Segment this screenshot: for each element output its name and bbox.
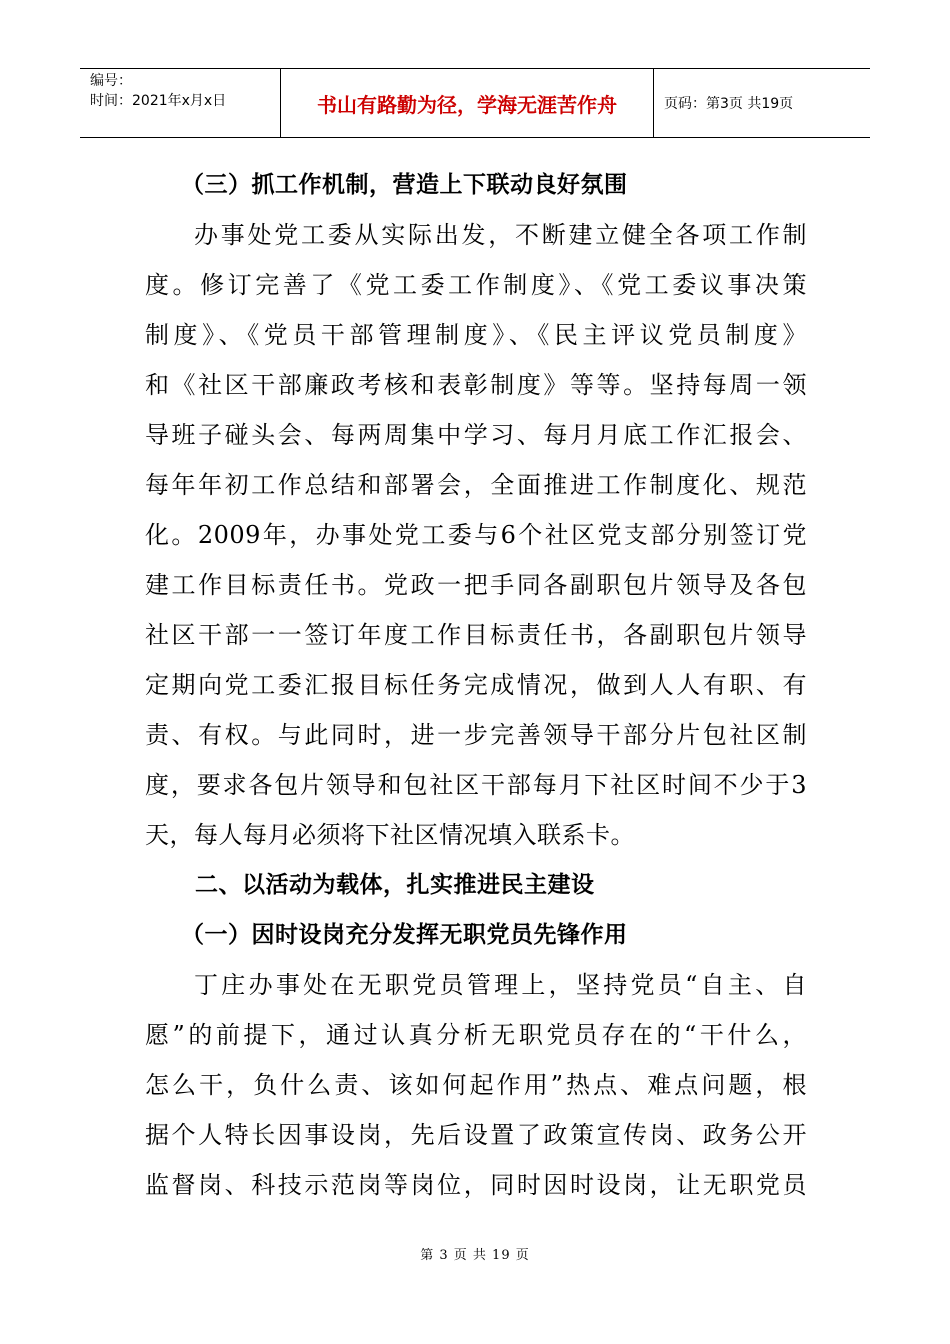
paragraph-line: 丁庄办事处在无职党员管理上，坚持党员“自主、自 xyxy=(194,971,807,999)
paragraph-line: 据个人特长因事设岗，先后设置了政策宣传岗、政务公开 xyxy=(145,1121,807,1149)
document-body xyxy=(145,160,807,1210)
document-date: 时间：2021年x月x日 xyxy=(90,93,227,109)
page-footer: 第 3 页 共 19 页 xyxy=(420,1248,530,1263)
paragraph-line: 导班子碰头会、每两周集中学习、每月月底工作汇报会、 xyxy=(145,421,807,449)
paragraph-line: 化。2009年，办事处党工委与6个社区党支部分别签订党 xyxy=(145,521,807,549)
page-header xyxy=(80,68,870,138)
section-heading: （三）抓工作机制，营造上下联动良好氛围 xyxy=(181,172,628,198)
paragraph-line: 度，要求各包片领导和包社区干部每月下社区时间不少于3 xyxy=(145,771,807,799)
paragraph-line: 社区干部一一签订年度工作目标责任书，各副职包片领导 xyxy=(145,621,807,649)
paragraph-line: 度。修订完善了《党工委工作制度》、《党工委议事决策 xyxy=(145,271,807,299)
paragraph-line: 怎么干，负什么责、该如何起作用”热点、难点问题，根 xyxy=(145,1071,807,1099)
paragraph-line: 办事处党工委从实际出发，不断建立健全各项工作制 xyxy=(194,221,807,249)
document-number: 编号： xyxy=(90,73,132,89)
paragraph-line: 每年年初工作总结和部署会，全面推进工作制度化、规范 xyxy=(145,471,807,499)
paragraph-line: 建工作目标责任书。党政一把手同各副职包片领导及各包 xyxy=(145,571,807,599)
header-motto: 书山有路勤为径，学海无涯苦作舟 xyxy=(281,69,654,137)
paragraph-line: 制度》、《党员干部管理制度》、《民主评议党员制度》 xyxy=(145,321,807,349)
paragraph-line: 定期向党工委汇报目标任务完成情况，做到人人有职、有 xyxy=(145,671,807,699)
paragraph-line: 监督岗、科技示范岗等岗位，同时因时设岗，让无职党员 xyxy=(145,1171,807,1199)
paragraph-line: 天，每人每月必须将下社区情况填入联系卡。 xyxy=(145,821,635,849)
paragraph-line: 责、有权。与此同时，进一步完善领导干部分片包社区制 xyxy=(145,721,807,749)
header-meta xyxy=(80,69,281,137)
section-heading: 二、以活动为载体，扎实推进民主建设 xyxy=(195,872,595,898)
paragraph-line: 愿”的前提下，通过认真分析无职党员存在的“干什么， xyxy=(145,1021,807,1049)
paragraph-line: 和《社区干部廉政考核和表彰制度》等等。坚持每周一领 xyxy=(145,371,807,399)
subsection-heading: （一）因时设岗充分发挥无职党员先锋作用 xyxy=(181,922,628,948)
header-page-info: 页码：第3页 共19页 xyxy=(664,96,794,112)
